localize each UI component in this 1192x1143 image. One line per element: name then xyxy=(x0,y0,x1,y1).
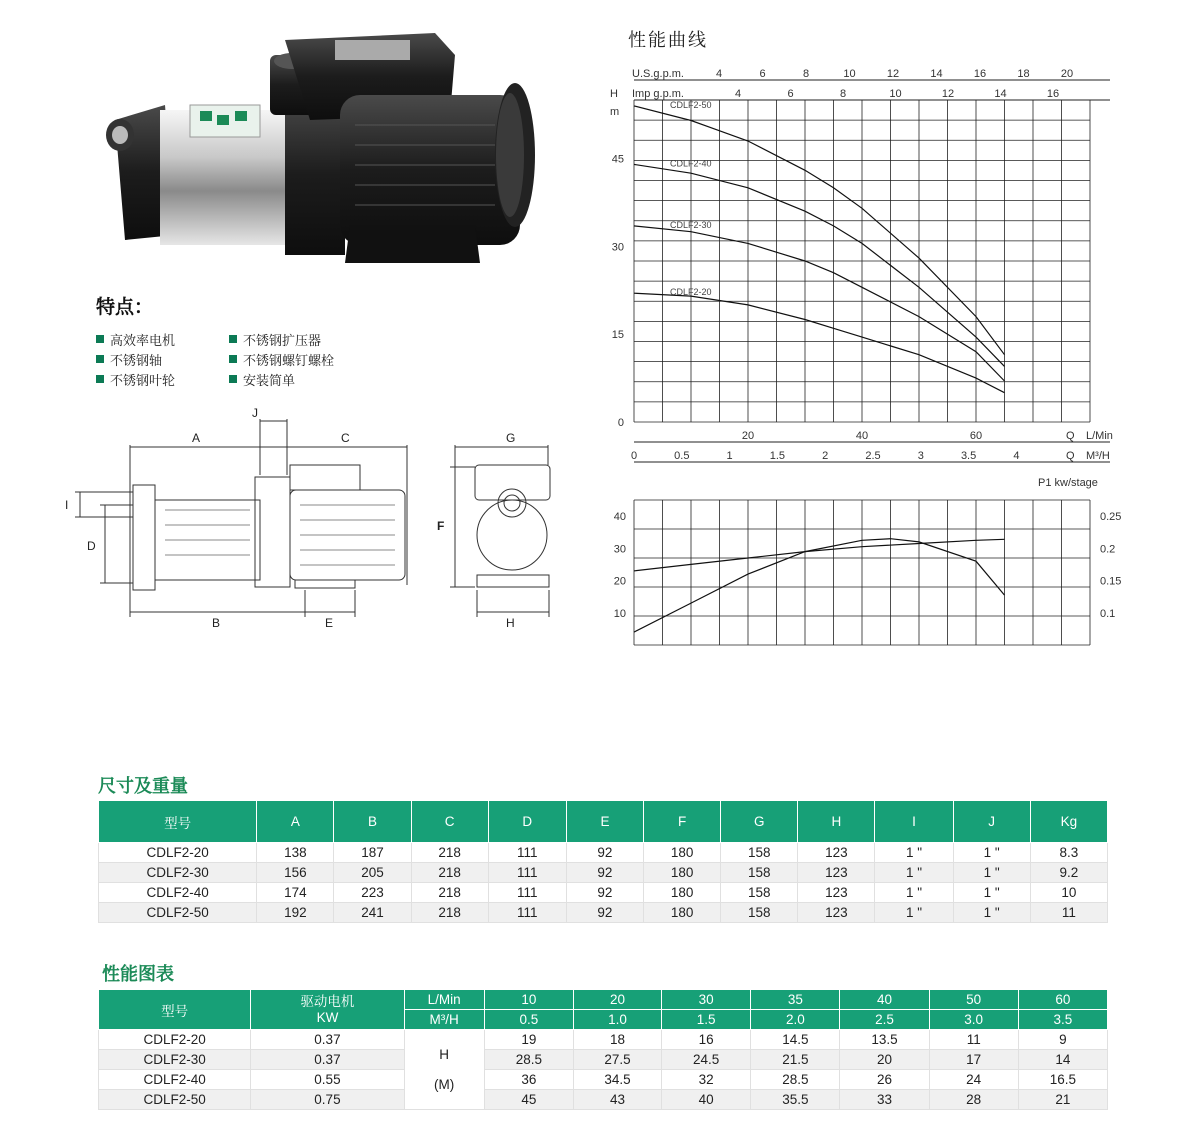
dimension-drawing xyxy=(55,405,575,635)
perf-head-value: 24.5 xyxy=(662,1050,751,1070)
dimensions-title: 尺寸及重量 xyxy=(98,776,188,797)
performance-title: 性能图表 xyxy=(102,964,174,985)
perf-head-value: 27.5 xyxy=(573,1050,661,1070)
perf-lmin-value: 20 xyxy=(573,990,661,1010)
perf-head-value: 40 xyxy=(662,1090,751,1110)
power-axis-label: P1 kw/stage xyxy=(1038,477,1098,489)
impgpm-tick: 16 xyxy=(1046,88,1060,100)
power-series-line xyxy=(634,539,1005,571)
perf-head-label-cell xyxy=(404,1030,484,1110)
bullet-icon xyxy=(96,335,104,343)
table-cell: 158 xyxy=(721,883,798,903)
dimensions-table xyxy=(98,800,1108,923)
impgpm-axis-label: Imp g.p.m. xyxy=(632,88,684,100)
series-label: CDLF2-20 xyxy=(670,287,712,298)
y2-tick: 0.25 xyxy=(1100,511,1122,524)
dim-label-b: B xyxy=(212,616,221,630)
table-cell: 218 xyxy=(411,883,488,903)
table-cell: 158 xyxy=(721,903,798,923)
y-tick: 30 xyxy=(611,241,624,254)
table-cell: 158 xyxy=(721,863,798,883)
usgpm-tick: 4 xyxy=(715,68,723,80)
usgpm-tick: 20 xyxy=(1060,68,1074,80)
y-tick: 10 xyxy=(613,607,626,620)
y-tick: 45 xyxy=(611,153,624,166)
impgpm-tick: 6 xyxy=(787,88,794,100)
table-cell: 218 xyxy=(411,843,488,863)
perf-head-value: 34.5 xyxy=(573,1070,661,1090)
table-cell: 180 xyxy=(644,883,721,903)
dim-label-f: F xyxy=(437,519,445,533)
table-cell: 123 xyxy=(798,903,875,923)
table-cell: CDLF2-50 xyxy=(99,903,257,923)
perf-head-value: 11 xyxy=(929,1030,1018,1050)
perf-model: CDLF2-50 xyxy=(99,1090,251,1110)
series-label: CDLF2-50 xyxy=(670,99,712,110)
perf-lmin-label: L/Min xyxy=(404,990,484,1010)
m3h-tick: 2 xyxy=(822,450,829,462)
dim-col-header: J xyxy=(953,801,1030,843)
series-line-cdlf2-30 xyxy=(634,226,1005,381)
h-axis-letter: H xyxy=(610,88,618,100)
perf-head-value: 9 xyxy=(1018,1030,1107,1050)
dim-label-h: H xyxy=(506,616,515,630)
power-chart xyxy=(600,470,1140,655)
dim-label-j: J xyxy=(252,406,258,420)
table-cell: 92 xyxy=(566,863,643,883)
y-tick: 30 xyxy=(613,543,626,556)
dim-col-header: C xyxy=(411,801,488,843)
dim-col-header: F xyxy=(644,801,721,843)
feature-item: 高效率电机 xyxy=(96,330,229,348)
table-cell: 111 xyxy=(488,903,566,923)
features-title: 特点： xyxy=(96,296,154,318)
x-axis-label: L/Min xyxy=(1086,430,1113,442)
perf-head-value: 35.5 xyxy=(751,1090,840,1110)
table-cell: 1 " xyxy=(875,843,953,863)
perf-head-value: 28.5 xyxy=(484,1050,573,1070)
perf-m3h-value: 3.5 xyxy=(1018,1010,1107,1030)
series-label: CDLF2-30 xyxy=(670,219,712,230)
feature-item: 不锈钢轴 xyxy=(96,350,229,368)
dim-label-e: E xyxy=(325,616,334,630)
q-axis-letter: Q xyxy=(1066,430,1075,442)
table-row xyxy=(99,1030,1108,1050)
y-tick: 40 xyxy=(613,511,626,524)
table-cell: 111 xyxy=(488,843,566,863)
table-cell: 92 xyxy=(566,843,643,863)
table-cell: 187 xyxy=(334,843,411,863)
chart1-grid xyxy=(634,100,1090,422)
table-cell: CDLF2-40 xyxy=(99,883,257,903)
perf-head-value: 14 xyxy=(1018,1050,1107,1070)
table-cell: 92 xyxy=(566,903,643,923)
perf-m3h-value: 1.0 xyxy=(573,1010,661,1030)
table-cell: 1 " xyxy=(953,883,1030,903)
table-cell: 156 xyxy=(257,863,334,883)
perf-lmin-value: 10 xyxy=(484,990,573,1010)
dim-label-i: I xyxy=(65,498,69,512)
perf-head-value: 14.5 xyxy=(751,1030,840,1050)
table-cell: 123 xyxy=(798,843,875,863)
perf-h-label: H xyxy=(439,1046,450,1062)
usgpm-tick: 12 xyxy=(886,68,900,80)
power-series-line xyxy=(634,539,1005,632)
perf-m3h-value: 2.0 xyxy=(751,1010,840,1030)
dim-label-c: C xyxy=(341,431,350,445)
bullet-icon xyxy=(229,375,237,383)
perf-head-value: 17 xyxy=(929,1050,1018,1070)
perf-head-value: 36 xyxy=(484,1070,573,1090)
series-line-cdlf2-40 xyxy=(634,164,1005,366)
m3h-tick: 2.5 xyxy=(865,450,881,462)
perf-head-value: 21.5 xyxy=(751,1050,840,1070)
perf-lmin-value: 50 xyxy=(929,990,1018,1010)
impgpm-tick: 12 xyxy=(941,88,955,100)
perf-kw: 0.37 xyxy=(251,1050,404,1070)
y2-tick: 0.2 xyxy=(1100,543,1116,556)
feature-item: 安装简单 xyxy=(229,370,379,388)
table-cell: 1 " xyxy=(875,903,953,923)
feature-item: 不锈钢螺钉螺栓 xyxy=(229,350,379,368)
perf-head-value: 33 xyxy=(840,1090,929,1110)
dim-col-header: Kg xyxy=(1030,801,1107,843)
perf-m3h-value: 1.5 xyxy=(662,1010,751,1030)
series-line-cdlf2-50 xyxy=(634,106,1005,355)
dim-col-header: A xyxy=(257,801,334,843)
features-list xyxy=(96,330,396,388)
perf-head-value: 24 xyxy=(929,1070,1018,1090)
x-tick: 20 xyxy=(741,430,755,442)
feature-item: 不锈钢叶轮 xyxy=(96,370,229,388)
usgpm-tick: 14 xyxy=(930,68,943,80)
table-cell: 180 xyxy=(644,843,721,863)
perf-head-value: 43 xyxy=(573,1090,661,1110)
table-cell: CDLF2-20 xyxy=(99,843,257,863)
perf-kw: 0.37 xyxy=(251,1030,404,1050)
dim-col-header: 型号 xyxy=(99,801,257,843)
m3h-tick: 1.5 xyxy=(769,450,786,462)
table-cell: 10 xyxy=(1030,883,1107,903)
usgpm-tick: 18 xyxy=(1017,68,1030,80)
bullet-icon xyxy=(229,355,237,363)
table-cell: 138 xyxy=(257,843,334,863)
perf-lmin-value: 60 xyxy=(1018,990,1107,1010)
perf-head-value: 32 xyxy=(662,1070,751,1090)
perf-head-value: 21 xyxy=(1018,1090,1107,1110)
table-row xyxy=(99,843,1108,863)
charts-heading: 性能曲线 xyxy=(628,30,708,51)
dim-col-header: H xyxy=(798,801,875,843)
table-cell: CDLF2-30 xyxy=(99,863,257,883)
table-cell: 8.3 xyxy=(1030,843,1107,863)
perf-h-unit: (M) xyxy=(434,1076,455,1092)
perf-kw: 0.75 xyxy=(251,1090,404,1110)
m3h-tick: 3 xyxy=(917,450,924,462)
table-row xyxy=(99,863,1108,883)
table-cell: 123 xyxy=(798,883,875,903)
table-row xyxy=(99,1070,1108,1090)
table-cell: 11 xyxy=(1030,903,1107,923)
table-cell: 1 " xyxy=(953,843,1030,863)
y2-tick: 0.1 xyxy=(1100,607,1116,620)
table-cell: 111 xyxy=(488,863,566,883)
table-cell: 1 " xyxy=(875,863,953,883)
table-row xyxy=(99,1050,1108,1070)
table-cell: 92 xyxy=(566,883,643,903)
y-tick: 20 xyxy=(613,575,626,588)
table-row xyxy=(99,1090,1108,1110)
table-cell: 218 xyxy=(411,903,488,923)
m3h-tick: 0 xyxy=(630,450,638,462)
perf-head-value: 18 xyxy=(573,1030,661,1050)
table-cell: 180 xyxy=(644,863,721,883)
perf-model: CDLF2-30 xyxy=(99,1050,251,1070)
q-axis-letter: Q xyxy=(1066,450,1075,462)
perf-head-value: 13.5 xyxy=(840,1030,929,1050)
dim-col-header: B xyxy=(334,801,411,843)
perf-motor-header: 驱动电机 KW xyxy=(251,990,404,1030)
perf-lmin-value: 40 xyxy=(840,990,929,1010)
table-cell: 123 xyxy=(798,863,875,883)
perf-m3h-label: M³/H xyxy=(404,1010,484,1030)
perf-m3h-value: 2.5 xyxy=(840,1010,929,1030)
table-cell: 223 xyxy=(334,883,411,903)
series-line-cdlf2-20 xyxy=(634,293,1005,393)
perf-head-value: 26 xyxy=(840,1070,929,1090)
dim-label-a: A xyxy=(192,431,201,445)
table-row xyxy=(99,903,1108,923)
perf-lmin-value: 35 xyxy=(751,990,840,1010)
table-cell: 192 xyxy=(257,903,334,923)
table-cell: 1 " xyxy=(953,903,1030,923)
m3h-tick: 4 xyxy=(1013,450,1020,462)
dim-col-header: I xyxy=(875,801,953,843)
table-row xyxy=(99,883,1108,903)
pump-photo xyxy=(95,25,545,270)
perf-m3h-value: 3.0 xyxy=(929,1010,1018,1030)
perf-head-value: 19 xyxy=(484,1030,573,1050)
perf-model: CDLF2-40 xyxy=(99,1070,251,1090)
table-cell: 205 xyxy=(334,863,411,883)
perf-head-value: 16 xyxy=(662,1030,751,1050)
dim-label-d: D xyxy=(87,539,96,553)
y-tick: 0 xyxy=(617,417,624,429)
table-cell: 9.2 xyxy=(1030,863,1107,883)
perf-m3h-value: 0.5 xyxy=(484,1010,573,1030)
table-cell: 111 xyxy=(488,883,566,903)
m3h-tick: 1 xyxy=(726,450,733,462)
y-tick: 15 xyxy=(611,329,624,342)
feature-item: 不锈钢扩压器 xyxy=(229,330,379,348)
dim-col-header: E xyxy=(566,801,643,843)
table-cell: 1 " xyxy=(875,883,953,903)
usgpm-axis-label: U.S.g.p.m. xyxy=(632,68,684,80)
m3h-tick: 3.5 xyxy=(960,450,977,462)
table-cell: 174 xyxy=(257,883,334,903)
usgpm-tick: 6 xyxy=(759,68,766,80)
table-cell: 218 xyxy=(411,863,488,883)
m3h-tick: 0.5 xyxy=(674,450,690,462)
series-label: CDLF2-40 xyxy=(670,158,712,169)
bullet-icon xyxy=(96,355,104,363)
dim-col-header: G xyxy=(721,801,798,843)
perf-head-value: 16.5 xyxy=(1018,1070,1107,1090)
perf-head-value: 28.5 xyxy=(751,1070,840,1090)
dim-label-g: G xyxy=(506,431,516,445)
table-cell: 180 xyxy=(644,903,721,923)
performance-table xyxy=(98,989,1108,1110)
chart2-grid xyxy=(634,500,1090,645)
perf-model-header: 型号 xyxy=(99,990,251,1030)
h-unit-label: m xyxy=(610,106,620,118)
usgpm-tick: 10 xyxy=(843,68,856,80)
impgpm-tick: 4 xyxy=(734,88,742,100)
perf-head-value: 20 xyxy=(840,1050,929,1070)
perf-kw: 0.55 xyxy=(251,1070,404,1090)
impgpm-tick: 10 xyxy=(889,88,902,100)
impgpm-tick: 8 xyxy=(839,88,847,100)
impgpm-tick: 14 xyxy=(994,88,1007,100)
table-cell: 1 " xyxy=(953,863,1030,883)
usgpm-tick: 8 xyxy=(802,68,810,80)
bullet-icon xyxy=(96,375,104,383)
usgpm-tick: 16 xyxy=(973,68,987,80)
dim-col-header: D xyxy=(488,801,566,843)
table-cell: 241 xyxy=(334,903,411,923)
head-flow-chart xyxy=(600,60,1140,470)
perf-head-value: 28 xyxy=(929,1090,1018,1110)
perf-model: CDLF2-20 xyxy=(99,1030,251,1050)
x-tick: 40 xyxy=(855,430,869,442)
m3h-axis-label: M³/H xyxy=(1086,450,1110,462)
perf-lmin-value: 30 xyxy=(662,990,751,1010)
x-tick: 60 xyxy=(969,430,983,442)
bullet-icon xyxy=(229,335,237,343)
perf-head-value: 45 xyxy=(484,1090,573,1110)
y2-tick: 0.15 xyxy=(1100,575,1122,588)
table-cell: 158 xyxy=(721,843,798,863)
